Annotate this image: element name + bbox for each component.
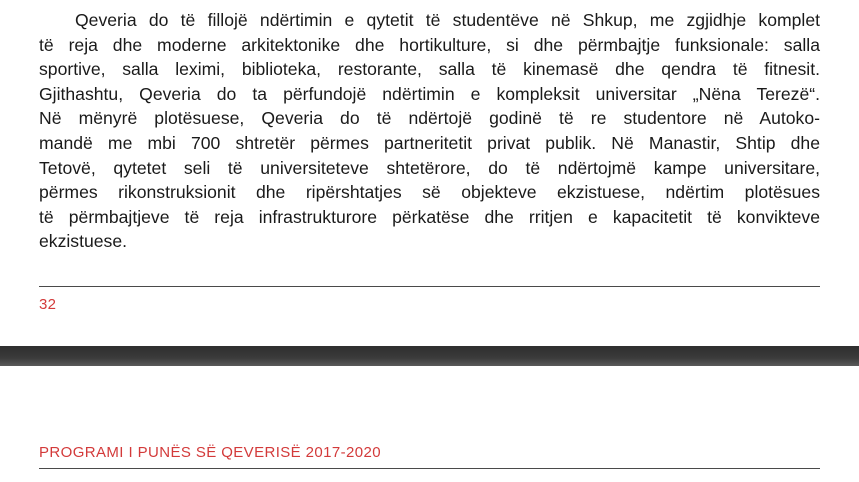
- paragraph-line: Tetovë, qytetet seli të universiteteve shtetërore, do të ndërtojmë kampe universitare,: [39, 157, 820, 178]
- paragraph-line: të përmbajtjeve të reja infrastrukturore përkatëse dhe rritjen e kapacitetit të konvikteve: [39, 206, 820, 227]
- footer-rule: [39, 286, 820, 287]
- paragraph-line: përmes rikonstruksionit dhe ripërshtatjes së objekteve ekzistuese, ndërtim plotësues: [39, 182, 820, 203]
- paragraph-line: sportive, salla leximi, biblioteka, restorante, salla të kinemasë dhe qendra të fitnesit.: [39, 59, 820, 80]
- page-break-divider: [0, 346, 859, 366]
- page-number: 32: [39, 296, 57, 313]
- header-rule: [39, 468, 820, 469]
- paragraph-line: Gjithashtu, Qeveria do ta përfundojë ndërtimin e kompleksit universitar „Nëna Terezë“.: [39, 83, 820, 104]
- paragraph-line: të reja dhe moderne arkitektonike dhe hortikulture, si dhe përmbajtje funksionale: salla: [39, 34, 820, 55]
- paragraph-line: mandë me mbi 700 shtretër përmes partneritetit privat publik. Në Manastir, Shtip dhe: [39, 132, 820, 153]
- body-paragraph: [39, 8, 820, 254]
- paragraph-line: ekzistuese.: [39, 231, 128, 252]
- running-header: PROGRAMI I PUNËS SË QEVERISË 2017-2020: [39, 444, 381, 461]
- paragraph-line: Në mënyrë plotësuese, Qeveria do të ndërtojë godinë të re studentore në Autoko-: [39, 108, 820, 129]
- paragraph-line: Qeveria do të fillojë ndërtimin e qytetit të studentëve në Shkup, me zgjidhje komplet: [75, 10, 820, 30]
